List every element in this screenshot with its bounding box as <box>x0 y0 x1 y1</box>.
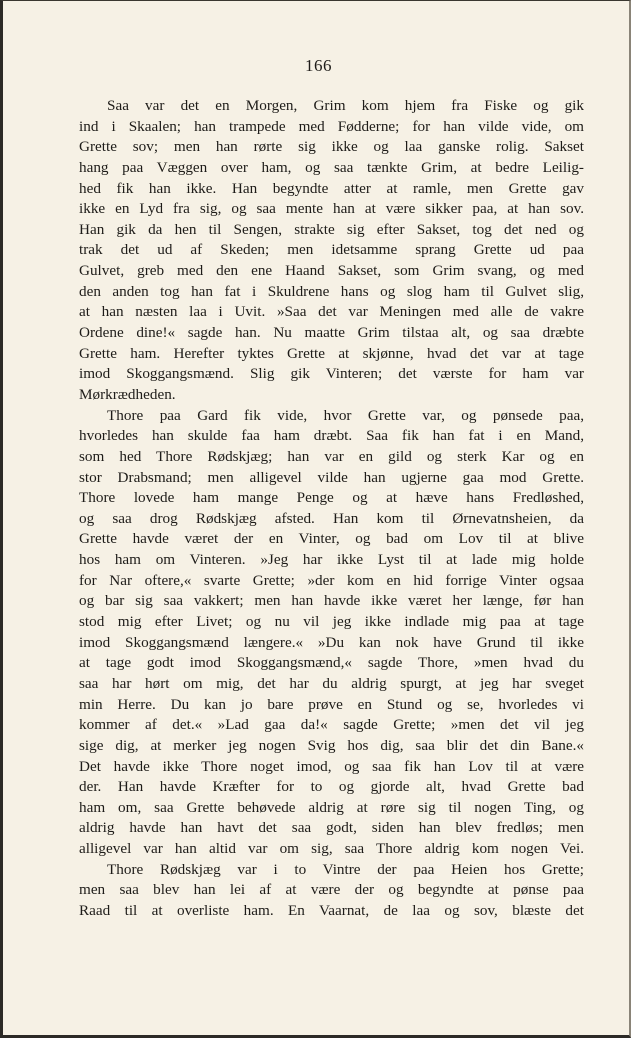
text-line: stor Drabsmand; men alligevel vilde han ugjerne gaa mod Grette. <box>79 468 584 486</box>
text-line: for Nar oftere,« svarte Grette; »der kom en hid forrige Vinter ogsaa <box>79 571 584 589</box>
text-line: imod Skoggangsmænd. Slig gik Vinteren; det værste for ham var <box>79 365 584 383</box>
text-line: at tage godt imod Skoggangsmænd,« sagde Thore, »men hvad du <box>79 654 584 672</box>
text-line: og saa drog Rødskjæg afsted. Han kom til Ørnevatnsheien, da <box>79 509 584 527</box>
text-line: Gulvet, greb med den ene Haand Sakset, som Grim svang, og med <box>79 262 584 280</box>
text-line: kommer af det.« »Lad gaa da!« sagde Grette; »men det vil jeg <box>79 716 584 734</box>
text-line: ikke en Lyd fra sig, og saa mente han at være sikker paa, at han sov. <box>79 200 584 218</box>
text-line: som hed Thore Rødskjæg; han var en gild og sterk Kar og en <box>79 447 584 465</box>
text-line: Mørkrædheden. <box>79 385 176 403</box>
text-line: den anden tog han fat i Skuldrene hans og slog ham til Gulvet slig, <box>79 282 584 300</box>
text-line: at han næsten laa i Uvit. »Saa det var Meningen med alle de vakre <box>79 303 584 321</box>
text-line: Grette sov; men han rørte sig ikke og laa ganske rolig. Sakset <box>79 138 584 156</box>
text-line: Thore paa Gard fik vide, hvor Grette var, og pønsede paa, <box>107 406 584 424</box>
text-line: og bar sig saa vakkert; men han havde ikke været her længe, før han <box>79 592 584 610</box>
text-line: sige dig, at merker jeg nogen Svig hos dig, saa blir det din Bane.« <box>79 736 584 754</box>
text-line: alligevel var han altid var om sig, saa Thore aldrig kom nogen Vei. <box>79 840 584 858</box>
text-line: Ordene dine!« sagde han. Nu maatte Grim tilstaa alt, og saa dræbte <box>79 324 584 342</box>
text-line: ham om, saa Grette behøvede aldrig at røre sig til nogen Ting, og <box>79 798 584 816</box>
text-line: Grette ham. Herefter tyktes Grette at skjønne, hvad det var at tage <box>79 344 584 362</box>
text-line: trak det ud af Skeden; men idetsamme sprang Grette ud paa <box>79 241 584 259</box>
text-line: imod Skoggangsmænd længere.« »Du kan nok have Grund til ikke <box>79 633 584 651</box>
text-line: Grette havde været der en Vinter, og bad om Lov til at blive <box>79 530 584 548</box>
text-line: Saa var det en Morgen, Grim kom hjem fra Fiske og gik <box>107 97 584 114</box>
body-text <box>79 96 584 922</box>
text-line: Han gik da hen til Sengen, strakte sig efter Sakset, tog det ned og <box>79 220 584 238</box>
text-line: hang paa Væggen over ham, og saa tænkte Grim, at bedre Leilig- <box>79 158 584 176</box>
text-line: min Herre. Du kan jo bare prøve en Stund og se, hvorledes vi <box>79 695 584 713</box>
text-line: men saa blev han lei af at være der og begyndte at pønse paa <box>79 881 584 899</box>
text-line: Thore Rødskjæg var i to Vintre der paa Heien hos Grette; <box>107 860 584 878</box>
page-number: 166 <box>305 56 332 75</box>
text-line: saa har hørt om mig, det har du aldrig spurgt, at jeg har sveget <box>79 674 584 692</box>
text-line: stod mig efter Livet; og nu vil jeg ikke indlade mig paa at tage <box>79 613 584 631</box>
text-line: ind i Skaalen; han trampede med Fødderne; for han vilde vide, om <box>79 117 584 135</box>
text-line: hos ham om Vinteren. »Jeg har ikke Lyst til at lade mig holde <box>79 551 584 569</box>
text-line: hvorledes han skulde faa ham dræbt. Saa fik han fat i en Mand, <box>79 427 584 445</box>
text-line: der. Han havde Kræfter for to og gjorde alt, hvad Grette bad <box>79 778 584 796</box>
text-line: aldrig havde han havt det saa godt, siden han blev fredløs; men <box>79 819 584 837</box>
text-line: Thore lovede ham mange Penge og at hæve hans Fredløshed, <box>79 489 584 507</box>
text-line: Raad til at overliste ham. En Vaarnat, de laa og sov, blæste det <box>79 901 584 919</box>
text-line: hed fik han ikke. Han begyndte atter at ramle, men Grette gav <box>79 179 584 197</box>
text-line: Det havde ikke Thore noget imod, og saa fik han Lov til at være <box>79 757 584 775</box>
